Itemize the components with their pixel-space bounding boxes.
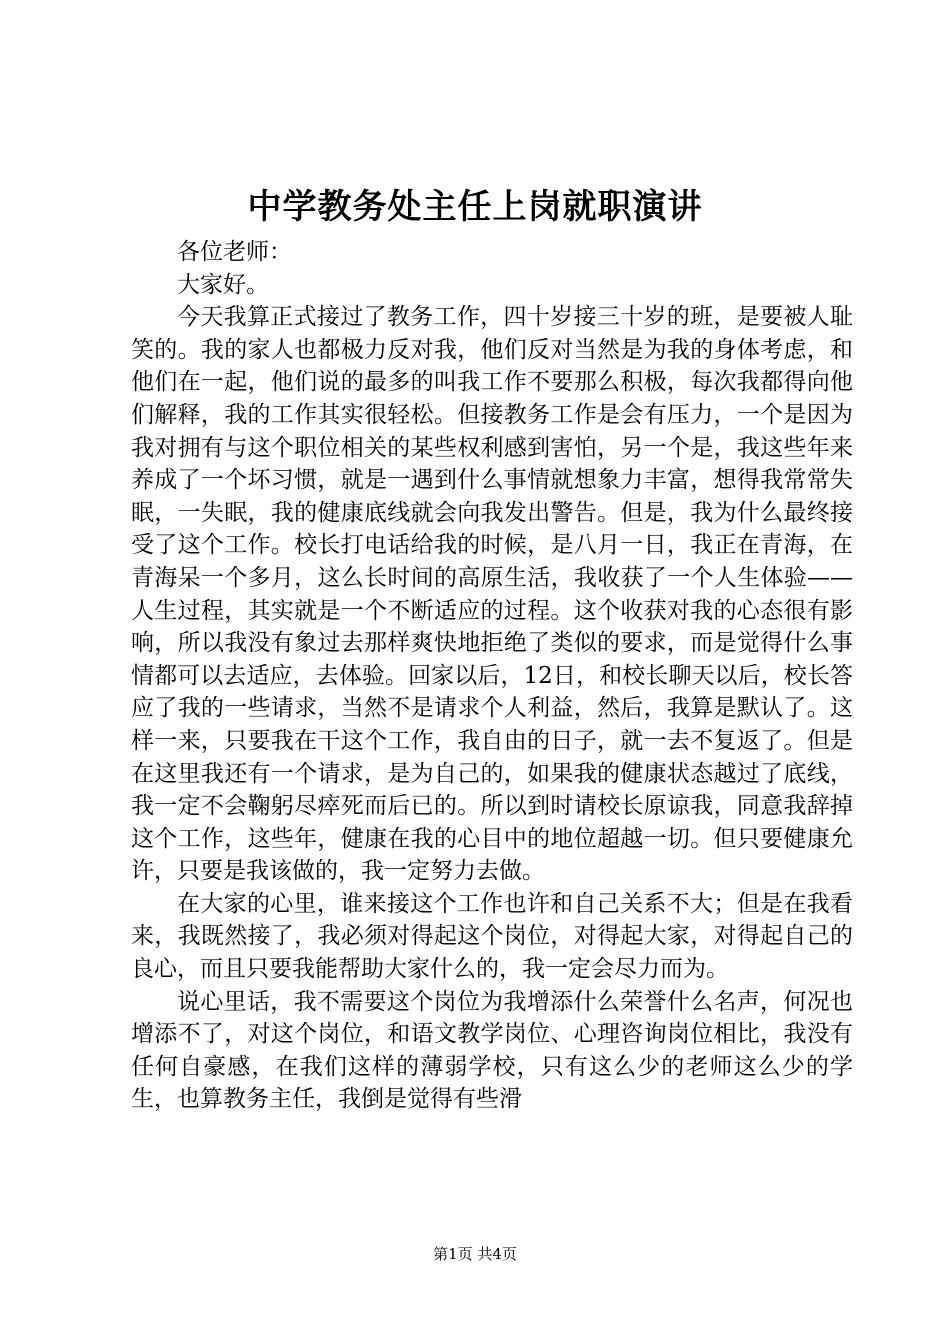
page-number: 第1页 共4页 <box>433 1245 517 1263</box>
document-body <box>131 236 853 1116</box>
paragraph: 今天我算正式接过了教务工作，四十岁接三十岁的班，是要被人耻笑的。我的家人也都极力反对我，他们反对当然是为我的身体考虑，和他们在一起，他们说的最多的叫我工作不要那么积极，每次我都得向他们解释，我的工作其实很轻松。但接教务工作是会有压力，一个是因为我对拥有与这个职位相关的某些权利感到害怕，另一个是，我这些年来养成了一个坏习惯，就是一遇到什么事情就想象力丰富，想得我常常失眠，一失眠，我的健康底线就会向我发出警告。但是，我为什么最终接受了这个工作。校长打电话给我的时候，是八月一日，我正在青海，在青海呆一个多月，这么长时间的高原生活，我收获了一个人生体验——人生过程，其实就是一个不断适应的过程。这个收获对我的心态很有影响，所以我没有象过去那样爽快地拒绝了类似的要求，而是觉得什么事情都可以去适应，去体验。回家以后，12日，和校长聊天以后，校长答应了我的一些请求，当然不是请求个人利益，然后，我算是默认了。这样一来，只要我在干这个工作，我自由的日子，就一去不复返了。但是在这里我还有一个请求，是为自己的，如果我的健康状态越过了底线，我一定不会鞠躬尽瘁死而后已的。所以到时请校长原谅我，同意我辞掉这个工作，这些年，健康在我的心目中的地位超越一切。但只要健康允许，只要是我该做的，我一定努力去做。 <box>131 304 853 885</box>
page-title: 中学教务处主任上岗就职演讲 <box>247 187 703 227</box>
salutation: 各位老师： <box>177 239 292 265</box>
greeting: 大家好。 <box>177 271 269 298</box>
paragraph: 说心里话，我不需要这个岗位为我增添什么荣誉什么名声，何况也增添不了，对这个岗位，和语文教学岗位、心理咨询岗位相比，我没有任何自豪感，在我们这样的薄弱学校，只有这么少的老师这么少的学生，也算教务主任，我倒是觉得有些滑 <box>131 988 853 1113</box>
paragraph: 在大家的心里，谁来接这个工作也许和自己关系不大；但是在我看来，我既然接了，我必须对得起这个岗位，对得起大家，对得起自己的良心，而且只要我能帮助大家什么的，我一定会尽力而为。 <box>131 890 853 983</box>
